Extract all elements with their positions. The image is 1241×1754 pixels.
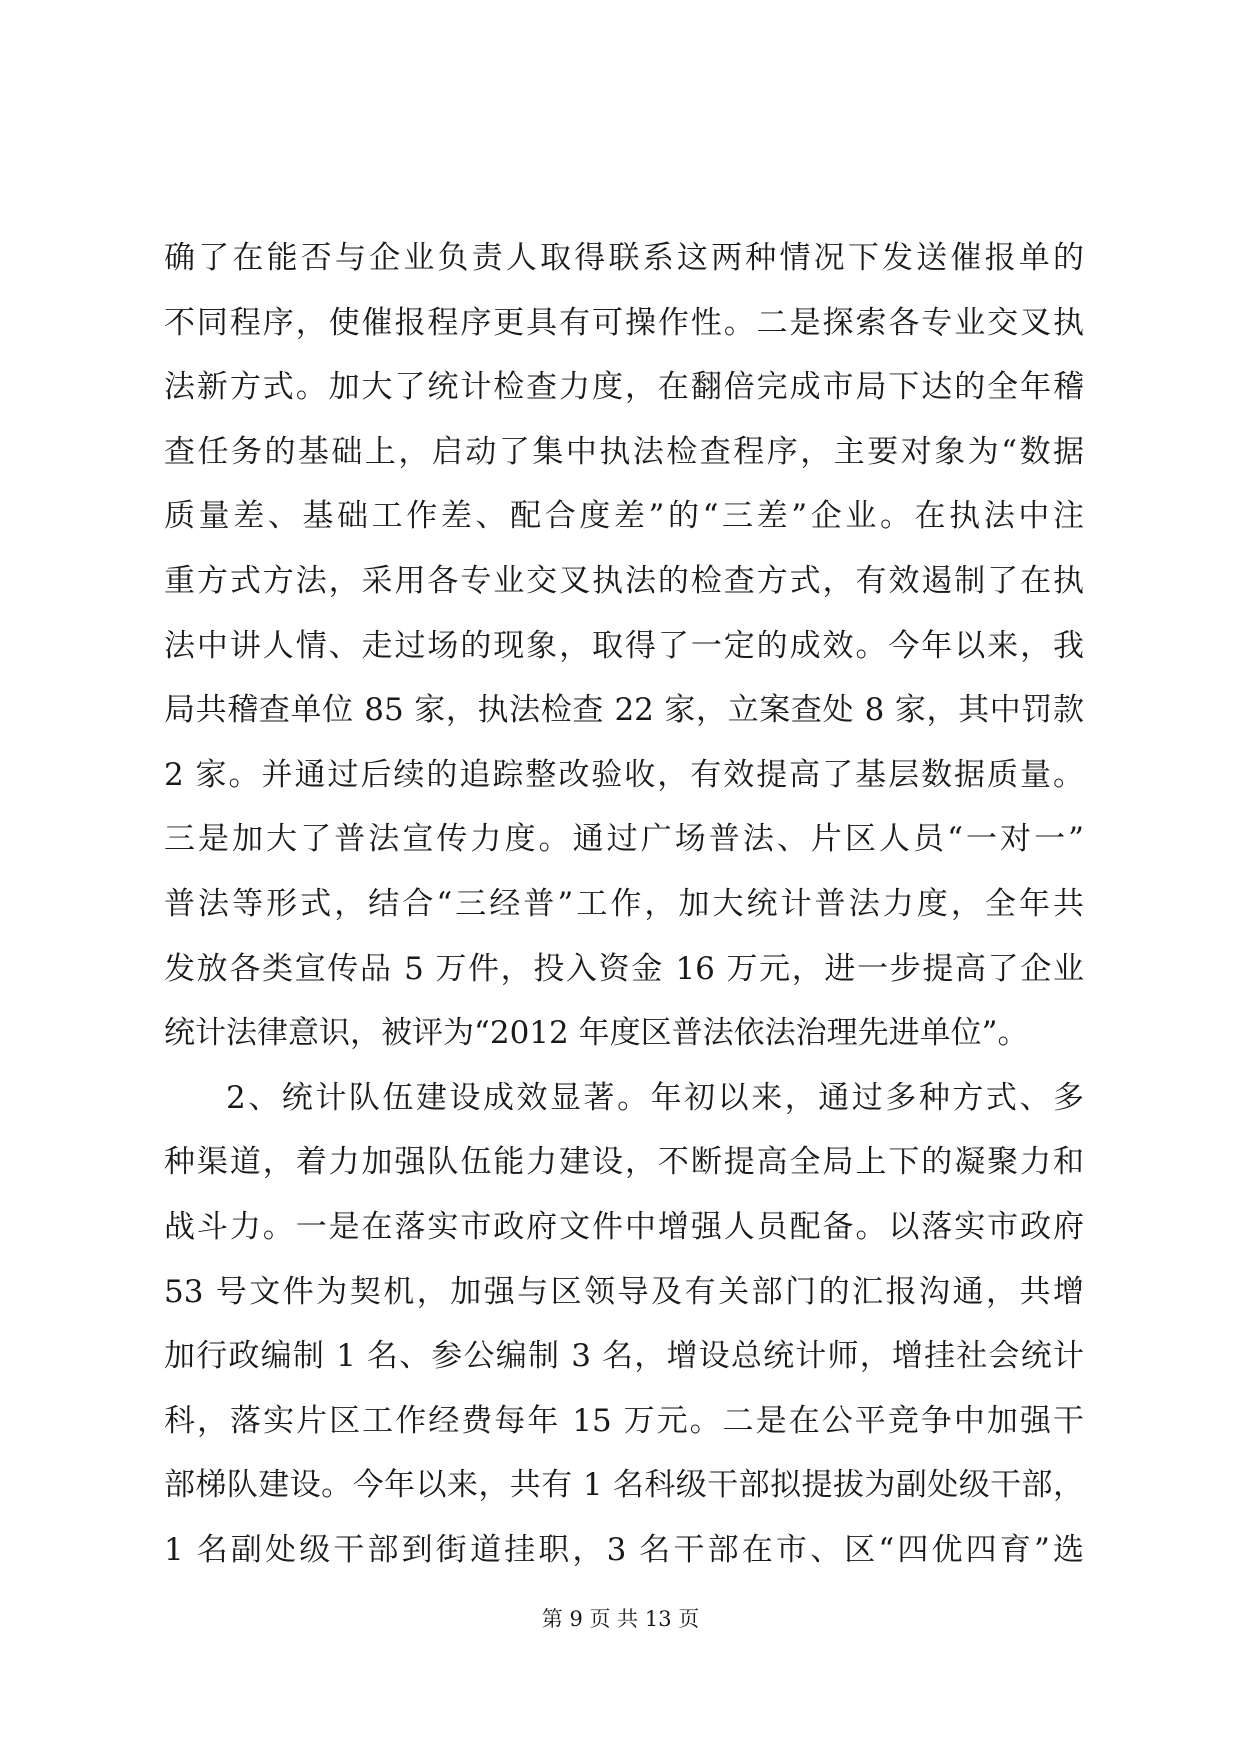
text-line: 统计法律意识，被评为“2012 年度区普法依法治理先进单位”。	[164, 1015, 1029, 1052]
body-text	[164, 226, 1084, 1582]
text-line: 种渠道，着力加强队伍能力建设，不断提高全局上下的凝聚力和	[164, 1144, 1084, 1181]
text-line: 查任务的基础上，启动了集中执法检查程序，主要对象为“数据	[164, 433, 1084, 470]
text-line: 2、统计队伍建设成效显著。年初以来，通过多种方式、多	[226, 1079, 1084, 1116]
text-line: 2 家。并通过后续的追踪整改验收，有效提高了基层数据质量。	[164, 756, 1084, 793]
text-line: 质量差、基础工作差、配合度差”的“三差”企业。在执法中注	[164, 498, 1084, 535]
text-line: 局共稽查单位 85 家，执法检查 22 家，立案查处 8 家，其中罚款	[164, 692, 1084, 729]
text-line: 确了在能否与企业负责人取得联系这两种情况下发送催报单的	[164, 240, 1084, 276]
text-line: 重方式方法，采用各专业交叉执法的检查方式，有效遏制了在执	[164, 562, 1084, 599]
text-line: 加行政编制 1 名、参公编制 3 名，增设总统计师，增挂社会统计	[164, 1338, 1084, 1375]
text-line: 普法等形式，结合“三经普”工作，加大统计普法力度，全年共	[164, 885, 1084, 922]
text-line: 发放各类宣传品 5 万件，投入资金 16 万元，进一步提高了企业	[164, 950, 1084, 987]
text-line: 科，落实片区工作经费每年 15 万元。二是在公平竞争中加强干	[164, 1402, 1084, 1439]
text-line: 53 号文件为契机，加强与区领导及有关部门的汇报沟通，共增	[164, 1273, 1084, 1310]
text-line: 战斗力。一是在落实市政府文件中增强人员配备。以落实市政府	[164, 1208, 1084, 1245]
text-line: 不同程序，使催报程序更具有可操作性。二是探索各专业交叉执	[164, 304, 1084, 341]
text-line: 法中讲人情、走过场的现象，取得了一定的成效。今年以来，我	[164, 627, 1084, 664]
text-line: 1 名副处级干部到街道挂职，3 名干部在市、区“四优四育”选	[164, 1531, 1084, 1568]
text-line: 三是加大了普法宣传力度。通过广场普法、片区人员“一对一”	[164, 821, 1084, 858]
page-number-footer: 第 9 页 共 13 页	[541, 1607, 700, 1631]
text-line: 法新方式。加大了统计检查力度，在翻倍完成市局下达的全年稽	[164, 369, 1084, 406]
text-line: 部梯队建设。今年以来，共有 1 名科级干部拟提拔为副处级干部，	[164, 1467, 1084, 1504]
